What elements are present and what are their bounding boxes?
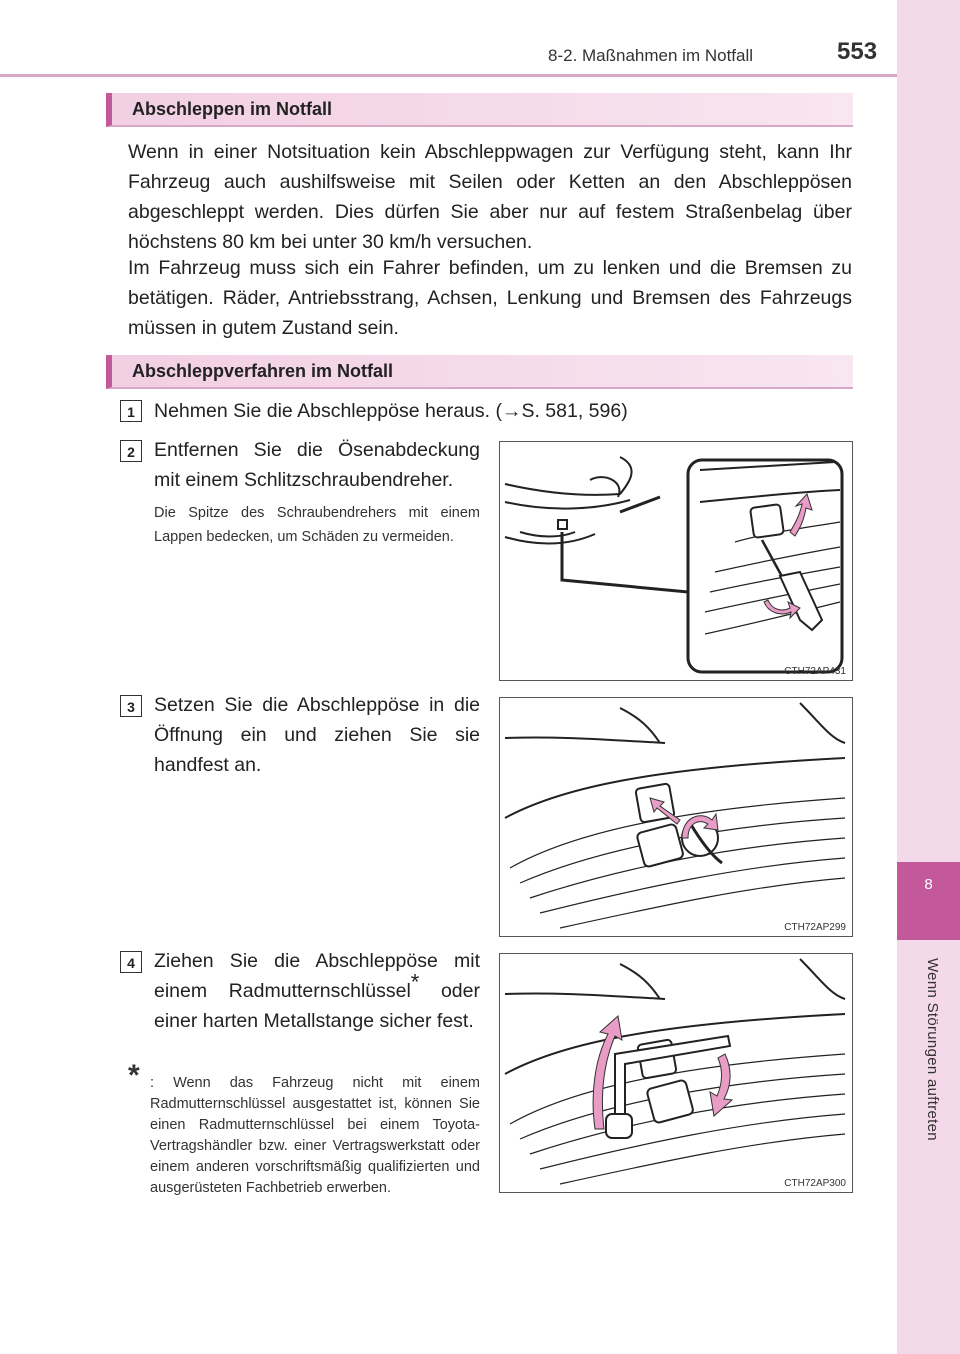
- illustration-screwdriver: [500, 442, 852, 680]
- footnote-text: : Wenn das Fahrzeug nicht mit einem Radmutternschlüssel ausgestattet ist, können Sie einen Radmutternschlüssel bei einem Toyota-Vertragshändler bzw. einer Vertragswerkstatt oder einem anderen vorschriftsmäßig qualifizierten und ausgerüsteten Fachbetrieb erwerben.: [150, 1075, 480, 1196]
- towing-paragraph: Wenn in einer Notsituation kein Abschleppwagen zur Verfügung steht, kann Ihr Fahrzeug auch aushilfsweise mit Seilen oder Ketten an den Abschleppösen abgeschleppt werden. Dies dürfen Sie aber nur auf festem Straßenbelag über höchstens 80 km bei unter 30 km/h versuchen.: [128, 141, 852, 253]
- section-heading-procedure: [106, 355, 853, 389]
- step-number-4: 4: [120, 951, 142, 973]
- footnote-marker: *: [410, 969, 420, 995]
- step-number-1: 1: [120, 400, 142, 422]
- step-text-3: Setzen Sie die Abschleppöse in die Öffnung ein und ziehen Sie sie handfest an.: [154, 694, 480, 776]
- illustration-wrench: [500, 954, 852, 1192]
- header-divider: [0, 74, 897, 77]
- figure-code: CTH72AP299: [784, 922, 846, 933]
- chapter-number: 8: [924, 876, 933, 893]
- step-number-3: 3: [120, 695, 142, 717]
- chapter-sidebar: [897, 0, 960, 1354]
- figure-tighten-eyelet: [499, 953, 853, 1193]
- step-text-4b: oder einer harten Metallstange sicher fest.: [154, 980, 480, 1032]
- illustration-insert-eyelet: [500, 698, 852, 936]
- step-number-2: 2: [120, 440, 142, 462]
- section-heading-text: Abschleppen im Notfall: [132, 99, 333, 119]
- header-section-title: 8-2. Maßnahmen im Notfall: [548, 46, 754, 65]
- section-heading-text: Abschleppverfahren im Notfall: [132, 361, 394, 381]
- figure-insert-eyelet: [499, 697, 853, 937]
- step-text-4a: Ziehen Sie die Abschleppöse mit einem Radmutternschlüssel: [154, 950, 480, 1002]
- figure-remove-cover: [499, 441, 853, 681]
- towing-paragraph-2: Im Fahrzeug muss sich ein Fahrer befinden, um zu lenken und die Bremsen zu betätigen. Räder, Antriebsstrang, Achsen, Lenkung und Bremsen des Fahrzeugs müssen in gutem Zustand sein.: [128, 257, 852, 339]
- chapter-title: Wenn Störungen auftreten: [924, 958, 941, 1141]
- footnote: [128, 1059, 480, 1199]
- step-note-2: Die Spitze des Schraubendrehers mit einem Lappen bedecken, um Schäden zu vermeiden.: [154, 505, 480, 545]
- step-text-2: Entfernen Sie die Ösenabdeckung mit einem Schlitzschraubendreher.: [154, 439, 480, 491]
- page-number: 553: [837, 38, 878, 65]
- chapter-tab[interactable]: [897, 862, 960, 940]
- section-heading-towing: [106, 93, 853, 127]
- step-text-1: Nehmen Sie die Abschleppöse heraus. (→S. 581, 596): [154, 400, 628, 422]
- footnote-star: *: [128, 1059, 140, 1092]
- figure-code: CTH72AP431: [784, 666, 846, 677]
- step-text-4: [154, 946, 480, 1036]
- figure-code: CTH72AP300: [784, 1178, 846, 1189]
